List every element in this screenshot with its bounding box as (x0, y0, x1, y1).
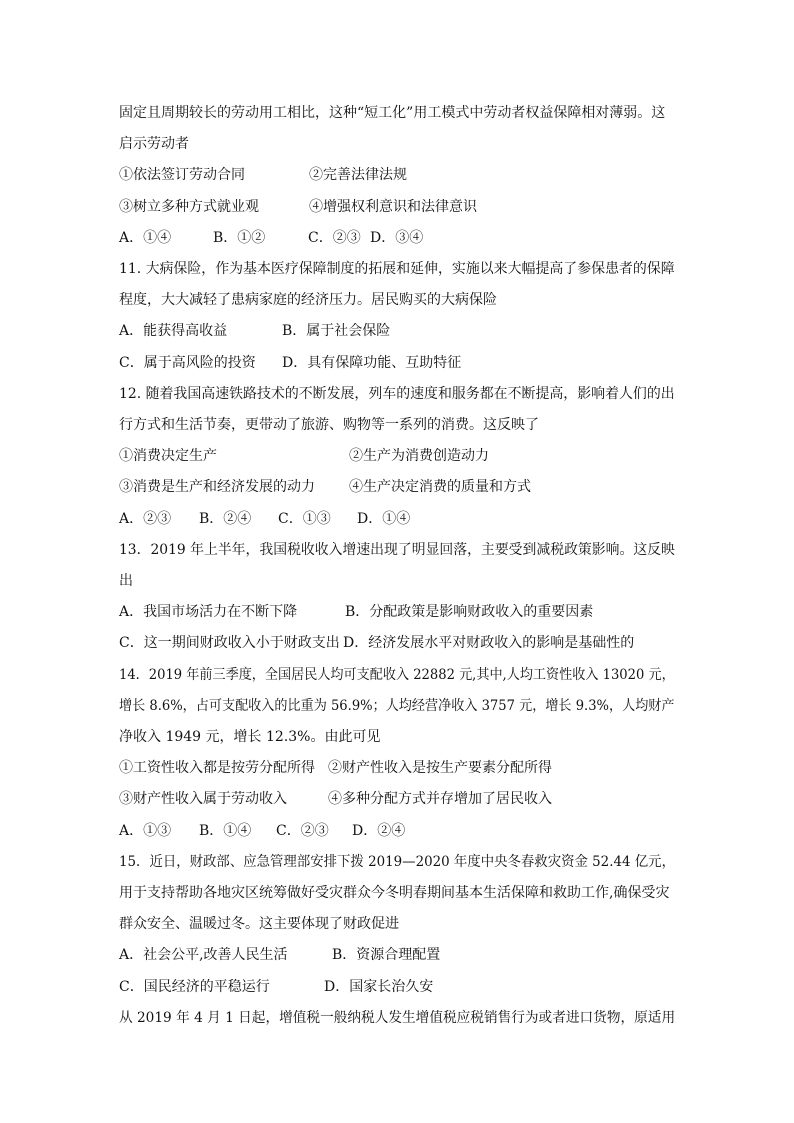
text-line: 启示劳动者 (119, 136, 189, 152)
choice-c: C．②③ (276, 823, 329, 839)
choice-d: D．③④ (370, 230, 424, 246)
text-line: 增长 8.6%，占可支配收入的比重为 56.9%；人均经营净收入 3757 元，增长 9.3%，人均财产 (119, 698, 675, 714)
choice-c: C．②③ (308, 230, 361, 246)
option-1: ①工资性收入都是按劳分配所得 (119, 760, 315, 776)
option-3: ③树立多种方式就业观 (119, 199, 259, 215)
text-line: 程度，大大减轻了患病家庭的经济压力。居民购买的大病保险 (119, 292, 497, 308)
question-13: 13．2019 年上半年，我国税收收入增速出现了明显回落，主要受到减税政策影响。这反映 (119, 542, 675, 558)
option-4: ④生产决定消费的质量和方式 (349, 479, 531, 495)
text-line: 净收入 1949 元，增长 12.3%。由此可见 (119, 729, 381, 745)
choice-a: A．①④ (119, 230, 172, 246)
option-1: ①依法签订劳动合同 (119, 167, 245, 183)
question-11: 11. 大病保险，作为基本医疗保障制度的拓展和延伸，实施以来大幅提高了参保患者的保障 (119, 261, 675, 277)
option-2: ②财产性收入是按生产要素分配所得 (328, 760, 552, 776)
choice-a: A．社会公平,改善人民生活 (119, 947, 288, 963)
choice-b: B．分配政策是影响财政收入的重要因素 (345, 604, 594, 620)
text-line: 固定且周期较长的劳动用工相比，这种“短工化”用工模式中劳动者权益保障相对薄弱。这 (119, 105, 666, 121)
choice-c: C．国民经济的平稳运行 (119, 979, 270, 995)
choice-a: A．能获得高收益 (119, 323, 228, 339)
option-2: ②生产为消费创造动力 (349, 448, 489, 464)
choice-b: B．资源合理配置 (332, 947, 441, 963)
option-2: ②完善法律法规 (309, 167, 407, 183)
choice-d: D．具有保障功能、互助特征 (282, 355, 462, 371)
choice-c: C．这一期间财政收入小于财政支出 (119, 635, 340, 651)
option-3: ③财产性收入属于劳动收入 (119, 791, 287, 807)
question-15: 15．近日，财政部、应急管理部安排下拨 2019—2020 年度中央冬春救灾资金 52.44 亿元， (119, 854, 675, 870)
choice-a: A．②③ (119, 511, 172, 527)
text-line: 从 2019 年 4 月 1 日起，增值税一般纳税人发生增值税应税销售行为或者进口货物，原适用 (119, 1010, 676, 1026)
text-line: 出 (119, 573, 133, 589)
choice-b: B．①④ (199, 823, 252, 839)
choice-c: C．属于高风险的投资 (119, 355, 256, 371)
choice-b: B．②④ (199, 511, 252, 527)
choice-d: D．②④ (352, 823, 406, 839)
choice-d: D．①④ (357, 511, 411, 527)
option-4: ④增强权利意识和法律意识 (309, 199, 477, 215)
question-14: 14．2019 年前三季度，全国居民人均可支配收入 22882 元,其中,人均工资性收入 13020 元， (119, 667, 675, 683)
option-1: ①消费决定生产 (119, 448, 217, 464)
choice-c: C．①③ (278, 511, 331, 527)
choice-b: B．属于社会保险 (282, 323, 391, 339)
choice-b: B．①② (213, 230, 266, 246)
choice-a: A．①③ (119, 823, 172, 839)
choice-d: D．经济发展水平对财政收入的影响是基础性的 (343, 635, 635, 651)
choice-d: D．国家长治久安 (324, 979, 434, 995)
option-4: ④多种分配方式并存增加了居民收入 (328, 791, 552, 807)
question-12: 12. 随着我国高速铁路技术的不断发展，列车的速度和服务都在不断提高，影响着人们的出 (119, 386, 675, 402)
text-line: 群众安全、温暖过冬。这主要体现了财政促进 (119, 916, 399, 932)
text-line: 用于支持帮助各地灾区统筹做好受灾群众今冬明春期间基本生活保障和救助工作,确保受灾 (119, 885, 670, 901)
text-line: 行方式和生活节奏，更带动了旅游、购物等一系列的消费。这反映了 (119, 417, 539, 433)
choice-a: A．我国市场活力在不断下降 (119, 604, 298, 620)
option-3: ③消费是生产和经济发展的动力 (119, 479, 315, 495)
